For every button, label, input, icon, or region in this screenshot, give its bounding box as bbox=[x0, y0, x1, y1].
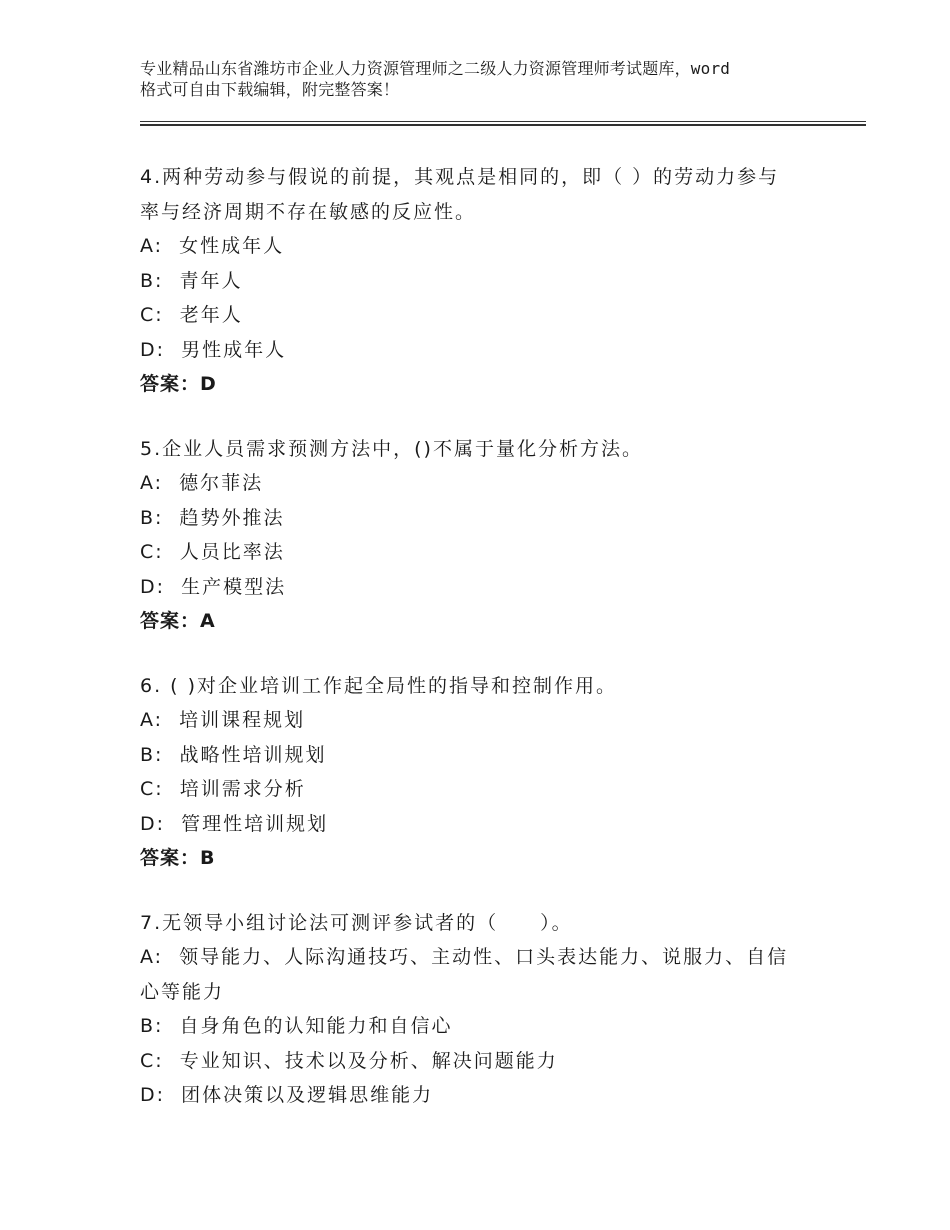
option-text: 专业知识、技术以及分析、解决问题能力 bbox=[179, 1049, 558, 1072]
option-text: 男性成年人 bbox=[181, 338, 287, 361]
option-a: A: 德尔菲法 bbox=[140, 472, 264, 494]
option-text: 培训课程规划 bbox=[179, 709, 306, 731]
answer-label: 答案： bbox=[140, 610, 201, 632]
option-key: B bbox=[140, 743, 156, 766]
option-c: C: 培训需求分析 bbox=[140, 778, 306, 800]
option-key: C bbox=[140, 304, 156, 326]
header-line-2: 格式可自由下载编辑，附完整答案！ bbox=[140, 80, 400, 99]
answer-label: 答案： bbox=[140, 847, 201, 869]
option-text: 青年人 bbox=[179, 269, 243, 292]
option-text: 女性成年人 bbox=[179, 235, 285, 257]
header-divider-thin bbox=[140, 121, 866, 122]
question-4 bbox=[140, 160, 820, 402]
option-key: D bbox=[140, 575, 157, 598]
option-b: B: 青年人 bbox=[140, 269, 243, 292]
option-a: A: 培训课程规划 bbox=[140, 709, 306, 731]
option-b: B: 战略性培训规划 bbox=[140, 743, 327, 766]
option-a: A: 领导能力、人际沟通技巧、主动性、口头表达能力、说服力、自信 bbox=[140, 946, 789, 968]
question-stem: 4.两种劳动参与假说的前提，其观点是相同的，即（ ）的劳动力参与 bbox=[140, 166, 780, 188]
option-key: A bbox=[140, 946, 155, 968]
question-7 bbox=[140, 906, 820, 1113]
option-text: 德尔菲法 bbox=[179, 472, 264, 494]
option-key: C bbox=[140, 778, 156, 800]
option-text: 自身角色的认知能力和自信心 bbox=[179, 1015, 453, 1037]
option-a-cont: 心等能力 bbox=[140, 980, 225, 1003]
option-d: D: 生产模型法 bbox=[140, 575, 287, 598]
question-list bbox=[140, 160, 820, 1143]
header-divider-thick bbox=[140, 124, 866, 126]
option-key: A bbox=[140, 709, 155, 731]
answer-value: D bbox=[200, 373, 217, 395]
option-d: D: 男性成年人 bbox=[140, 338, 287, 361]
option-text: 领导能力、人际沟通技巧、主动性、口头表达能力、说服力、自信 bbox=[179, 946, 789, 968]
option-text: 团体决策以及逻辑思维能力 bbox=[181, 1084, 434, 1106]
header-line-1: 专业精品山东省潍坊市企业人力资源管理师之二级人力资源管理师考试题库，word bbox=[140, 59, 731, 78]
option-key: D bbox=[140, 338, 157, 361]
option-text: 老年人 bbox=[179, 304, 243, 326]
option-key: A bbox=[140, 235, 155, 257]
option-key: B bbox=[140, 269, 156, 292]
option-b: B: 自身角色的认知能力和自信心 bbox=[140, 1015, 453, 1037]
answer-line bbox=[140, 841, 820, 876]
answer-label: 答案： bbox=[140, 373, 201, 395]
option-text: 培训需求分析 bbox=[179, 778, 306, 800]
answer-line bbox=[140, 604, 820, 639]
option-text: 趋势外推法 bbox=[179, 506, 285, 529]
option-key: D bbox=[140, 1084, 157, 1106]
option-key: C bbox=[140, 1049, 156, 1072]
option-text: 战略性培训规划 bbox=[179, 743, 327, 766]
option-c: C: 专业知识、技术以及分析、解决问题能力 bbox=[140, 1049, 558, 1072]
option-text: 人员比率法 bbox=[179, 541, 285, 563]
question-stem: 5.企业人员需求预测方法中，()不属于量化分析方法。 bbox=[140, 437, 643, 460]
answer-value: A bbox=[200, 610, 216, 632]
option-key: A bbox=[140, 472, 155, 494]
option-key: C bbox=[140, 541, 156, 563]
option-key: D bbox=[140, 812, 157, 835]
question-stem: 6. ( )对企业培训工作起全局性的指导和控制作用。 bbox=[140, 674, 618, 697]
option-b: B: 趋势外推法 bbox=[140, 506, 285, 529]
question-stem: 7.无领导小组讨论法可测评参试者的（ ）。 bbox=[140, 911, 573, 934]
answer-line bbox=[140, 367, 820, 402]
option-c: C: 人员比率法 bbox=[140, 541, 285, 563]
document-header bbox=[140, 58, 830, 100]
option-c: C: 老年人 bbox=[140, 304, 243, 326]
question-stem-cont: 率与经济周期不存在敏感的反应性。 bbox=[140, 200, 477, 223]
answer-value: B bbox=[200, 847, 216, 869]
option-a: A: 女性成年人 bbox=[140, 235, 285, 257]
option-key: B bbox=[140, 506, 156, 529]
option-d: D: 管理性培训规划 bbox=[140, 812, 329, 835]
option-key: B bbox=[140, 1015, 156, 1037]
option-text: 管理性培训规划 bbox=[181, 812, 329, 835]
option-text: 生产模型法 bbox=[181, 575, 287, 598]
question-5 bbox=[140, 432, 820, 639]
question-6 bbox=[140, 669, 820, 876]
option-d: D: 团体决策以及逻辑思维能力 bbox=[140, 1084, 434, 1106]
